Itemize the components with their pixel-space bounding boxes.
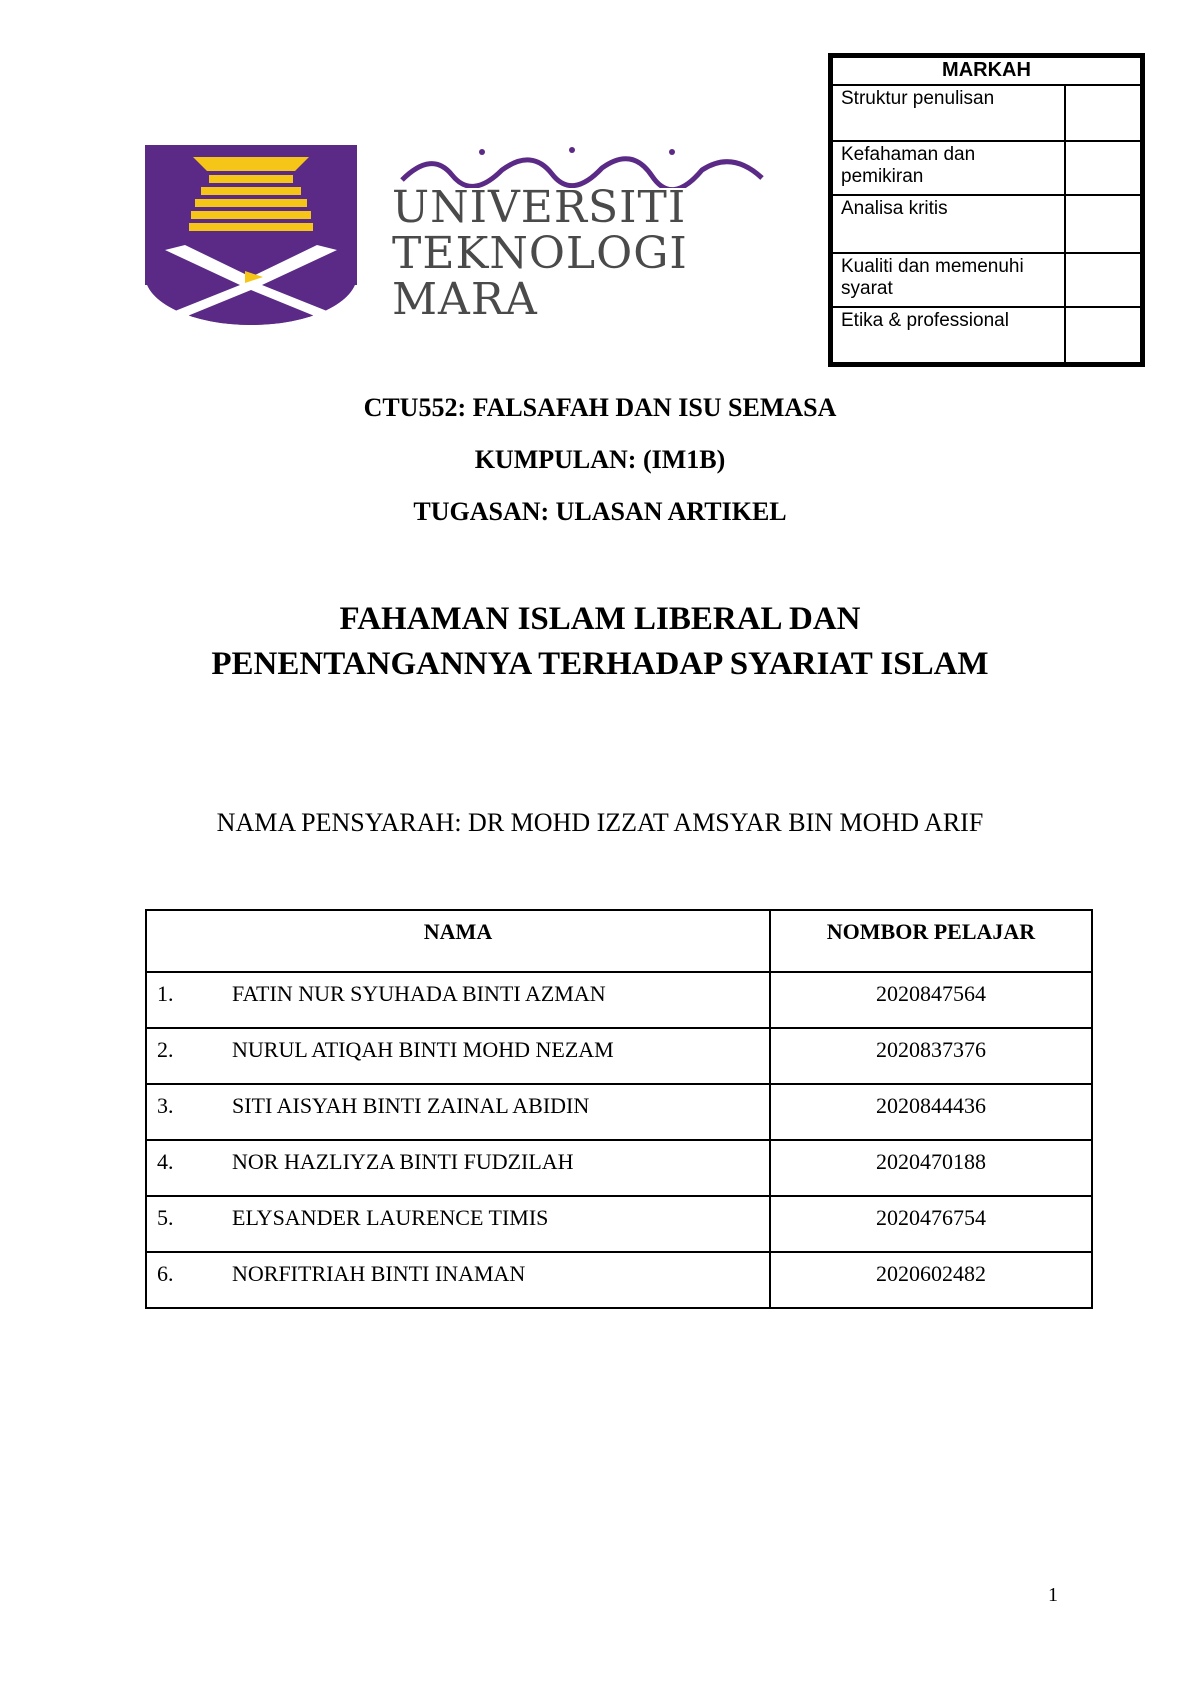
student-name: ELYSANDER LAURENCE TIMIS (232, 1205, 549, 1230)
jawi-logo-text (392, 140, 772, 188)
lecturer-name: NAMA PENSYARAH: DR MOHD IZZAT AMSYAR BIN MOHD ARIF (216, 808, 984, 837)
marks-score-cell[interactable] (1065, 195, 1141, 253)
student-name-cell (146, 1140, 770, 1196)
marks-score-cell[interactable] (1065, 253, 1141, 307)
column-header-id: NOMBOR PELAJAR (770, 910, 1092, 972)
student-id: 2020602482 (770, 1252, 1092, 1308)
marks-score-cell[interactable] (1065, 85, 1141, 141)
marks-score-cell[interactable] (1065, 141, 1141, 195)
row-number: 6. (157, 1261, 174, 1286)
table-row (146, 1196, 1092, 1252)
student-id: 2020476754 (770, 1196, 1092, 1252)
table-header-row (146, 910, 1092, 972)
course-heading: CTU552: FALSAFAH DAN ISU SEMASA (363, 393, 837, 422)
group-heading: KUMPULAN: (IM1B) (474, 445, 726, 474)
row-number: 4. (157, 1149, 174, 1174)
student-name-cell (146, 1028, 770, 1084)
table-row (146, 1028, 1092, 1084)
title-line-1: FAHAMAN ISLAM LIBERAL DAN (339, 601, 861, 637)
student-name: SITI AISYAH BINTI ZAINAL ABIDIN (232, 1093, 590, 1118)
student-name-cell (146, 1196, 770, 1252)
marks-criterion: Etika & professional (832, 307, 1065, 363)
students-table (145, 909, 1093, 1309)
column-header-name: NAMA (146, 910, 770, 972)
table-row (146, 1252, 1092, 1308)
marks-criterion: Struktur penulisan (832, 85, 1065, 141)
student-name: NORFITRIAH BINTI INAMAN (232, 1261, 526, 1286)
student-name-cell (146, 1084, 770, 1140)
row-number: 1. (157, 981, 174, 1006)
uitm-emblem-icon (145, 145, 357, 325)
marks-box (828, 53, 1145, 367)
table-row (146, 972, 1092, 1028)
marks-score-cell[interactable] (1065, 307, 1141, 363)
student-id: 2020837376 (770, 1028, 1092, 1084)
marks-criterion: Kualiti dan memenuhi syarat (832, 253, 1065, 307)
student-id: 2020844436 (770, 1084, 1092, 1140)
row-number: 2. (157, 1037, 174, 1062)
task-heading: TUGASAN: ULASAN ARTIKEL (413, 497, 787, 526)
marks-header: MARKAH (832, 57, 1141, 85)
page-number: 1 (1048, 1584, 1058, 1606)
table-row (146, 1140, 1092, 1196)
title-line-2: PENENTANGANNYA TERHADAP SYARIAT ISLAM (211, 646, 989, 682)
row-number: 3. (157, 1093, 174, 1118)
table-row (146, 1084, 1092, 1140)
student-name: NURUL ATIQAH BINTI MOHD NEZAM (232, 1037, 614, 1062)
student-name: NOR HAZLIYZA BINTI FUDZILAH (232, 1149, 574, 1174)
row-number: 5. (157, 1205, 174, 1230)
university-name-line2: TEKNOLOGI (392, 228, 688, 279)
marks-criterion: Kefahaman dan pemikiran (832, 141, 1065, 195)
student-name-cell (146, 1252, 770, 1308)
student-name-cell (146, 972, 770, 1028)
student-name: FATIN NUR SYUHADA BINTI AZMAN (232, 981, 606, 1006)
university-name-line3: MARA (392, 274, 538, 325)
university-name-line1: UNIVERSITI (392, 182, 687, 233)
student-id: 2020847564 (770, 972, 1092, 1028)
university-name (392, 182, 688, 325)
student-id: 2020470188 (770, 1140, 1092, 1196)
marks-criterion: Analisa kritis (832, 195, 1065, 253)
